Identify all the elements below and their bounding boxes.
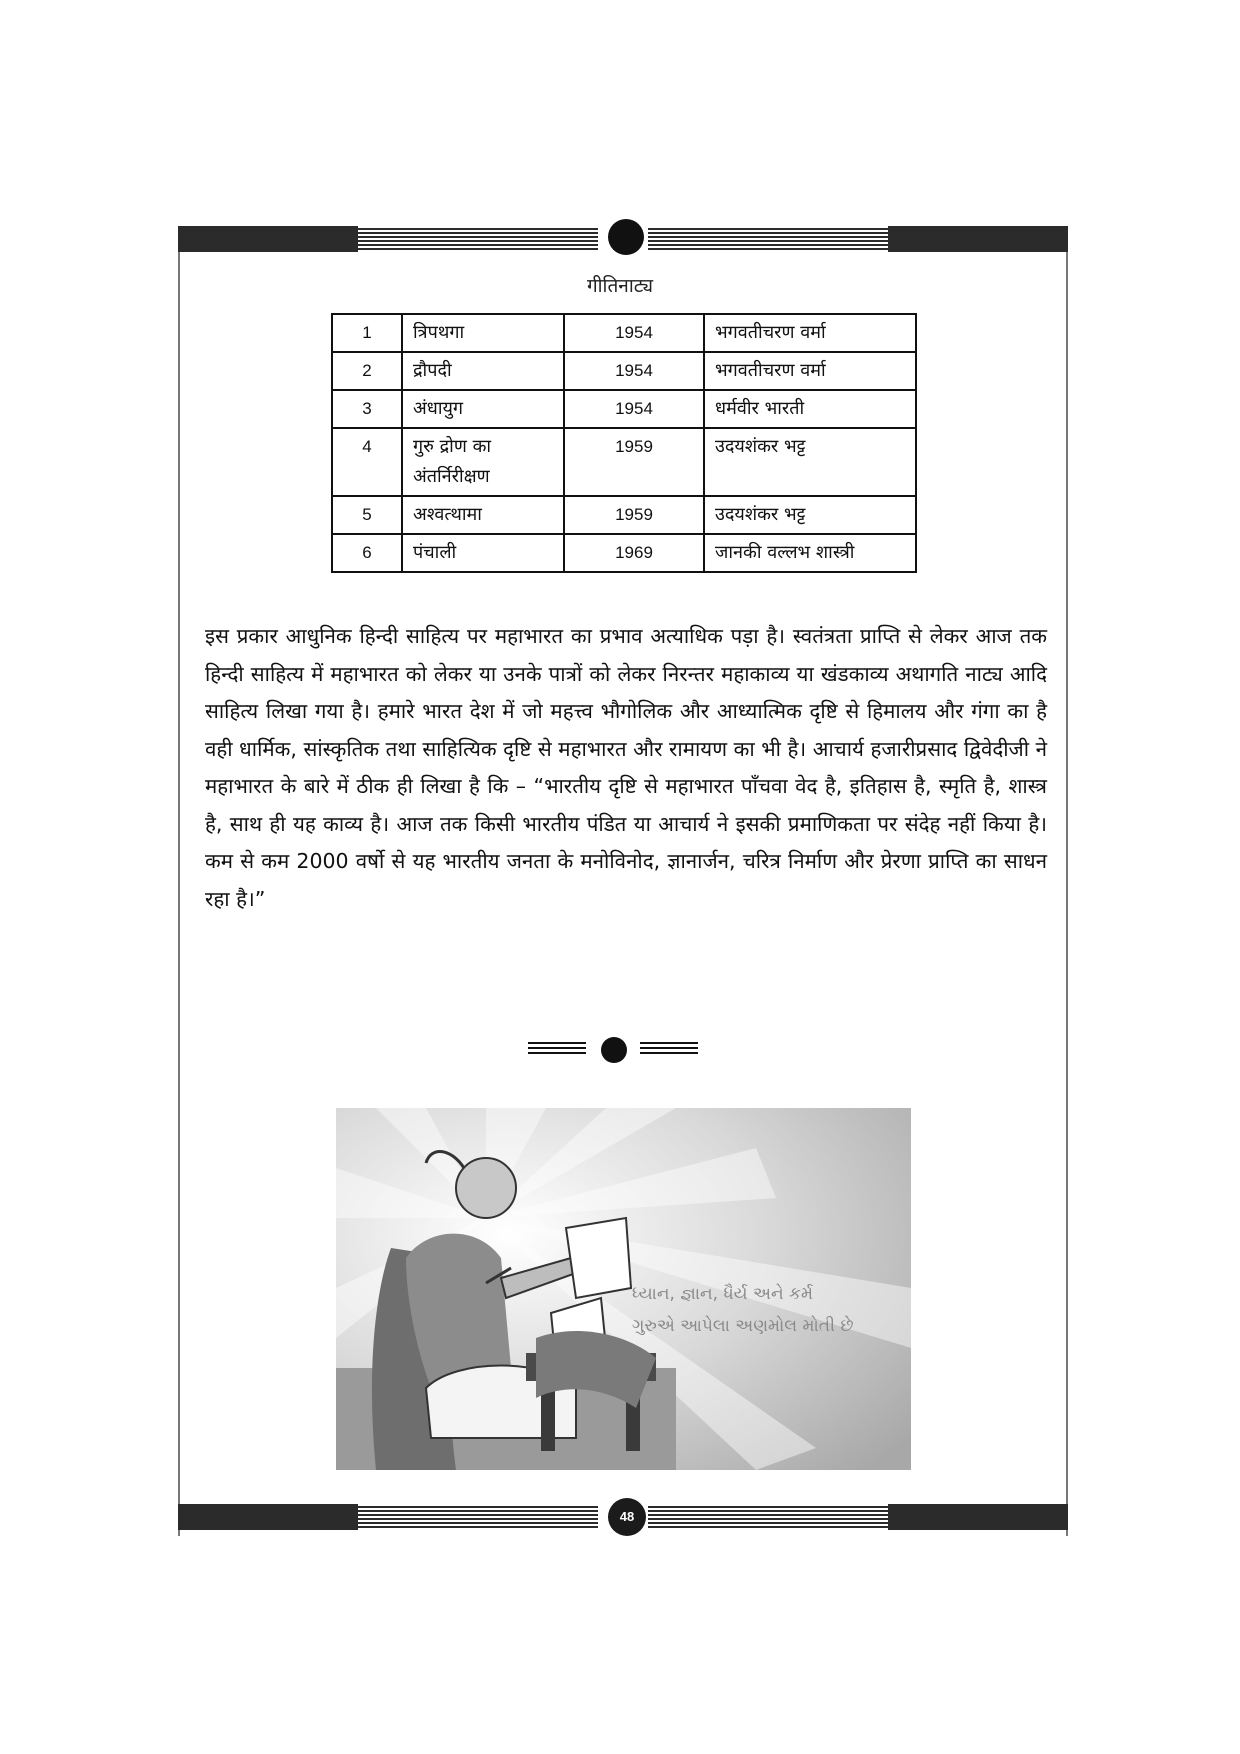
row-number: 2 bbox=[332, 352, 402, 390]
table-row bbox=[332, 428, 916, 496]
section-divider bbox=[528, 1035, 698, 1063]
work-author: भगवतीचरण वर्मा bbox=[704, 314, 916, 352]
row-number: 3 bbox=[332, 390, 402, 428]
work-year: 1954 bbox=[564, 314, 704, 352]
work-title: पंचाली bbox=[402, 534, 564, 572]
guru-illustration bbox=[336, 1108, 911, 1470]
work-year: 1959 bbox=[564, 428, 704, 496]
work-year: 1954 bbox=[564, 352, 704, 390]
page-number: 48 bbox=[608, 1498, 646, 1536]
table-row bbox=[332, 390, 916, 428]
header-band bbox=[178, 226, 1068, 252]
divider-ornament-icon bbox=[601, 1037, 627, 1063]
table-row bbox=[332, 534, 916, 572]
row-number: 1 bbox=[332, 314, 402, 352]
work-title: अंधायुग bbox=[402, 390, 564, 428]
caption-line-2: ગુરુએ આપેલા અણમોલ મોતી છે bbox=[632, 1316, 854, 1336]
works-table bbox=[331, 313, 917, 573]
work-title: अश्वत्थामा bbox=[402, 496, 564, 534]
work-year: 1969 bbox=[564, 534, 704, 572]
work-year: 1954 bbox=[564, 390, 704, 428]
work-author: उदयशंकर भट्ट bbox=[704, 496, 916, 534]
row-number: 5 bbox=[332, 496, 402, 534]
illustration-caption bbox=[632, 1278, 902, 1342]
work-author: उदयशंकर भट्ट bbox=[704, 428, 916, 496]
work-year: 1959 bbox=[564, 496, 704, 534]
caption-line-1: ધ્યાન, જ્ઞાન, ધૈર્ય અને કર્મ bbox=[632, 1284, 814, 1304]
ornament-icon bbox=[608, 219, 644, 255]
body-paragraph: इस प्रकार आधुनिक हिन्दी साहित्य पर महाभारत का प्रभाव अत्याधिक पड़ा है। स्वतंत्रता प्राप्ति से लेकर आज तक हिन्दी साहित्य में महाभारत को लेकर या उनके पात्रों को लेकर निरन्तर महाकाव्य या खंडकाव्य अथागति नाट्य आदि साहित्य लिखा गया है। हमारे भारत देश में जो महत्त्व भौगोलिक और आध्यात्मिक दृष्टि से हिमालय और गंगा का है वही धार्मिक, सांस्कृतिक तथा साहित्यिक दृष्टि से महाभारत और रामायण का भी है। आचार्य हजारीप्रसाद द्विवेदीजी ने महाभारत के बारे में ठीक ही लिखा है कि – “भारतीय दृष्टि से महाभारत पाँचवा वेद है, इतिहास है, स्मृति है, शास्त्र है, साथ ही यह काव्य है। आज तक किसी भारतीय पंडित या आचार्य ने इसकी प्रमाणिकता पर संदेह नहीं किया है। कम से कम 2000 वर्षो से यह भारतीय जनता के मनोविनोद, ज्ञानार्जन, चरित्र निर्माण और प्रेरणा प्राप्ति का साधन रहा है।” bbox=[205, 624, 1047, 911]
table-row bbox=[332, 314, 916, 352]
work-title-line2: अंतर्निरीक्षण bbox=[413, 466, 490, 487]
footer-band bbox=[178, 1504, 1068, 1530]
row-number: 6 bbox=[332, 534, 402, 572]
work-title: त्रिपथगा bbox=[402, 314, 564, 352]
table-row bbox=[332, 496, 916, 534]
work-author: भगवतीचरण वर्मा bbox=[704, 352, 916, 390]
work-title-line1: गुरु द्रोण का bbox=[413, 436, 492, 457]
work-author: धर्मवीर भारती bbox=[704, 390, 916, 428]
row-number: 4 bbox=[332, 428, 402, 496]
table-row bbox=[332, 352, 916, 390]
work-title bbox=[402, 428, 564, 496]
work-title: द्रौपदी bbox=[402, 352, 564, 390]
work-author: जानकी वल्लभ शास्त्री bbox=[704, 534, 916, 572]
section-title: गीतिनाट्य bbox=[586, 275, 654, 297]
